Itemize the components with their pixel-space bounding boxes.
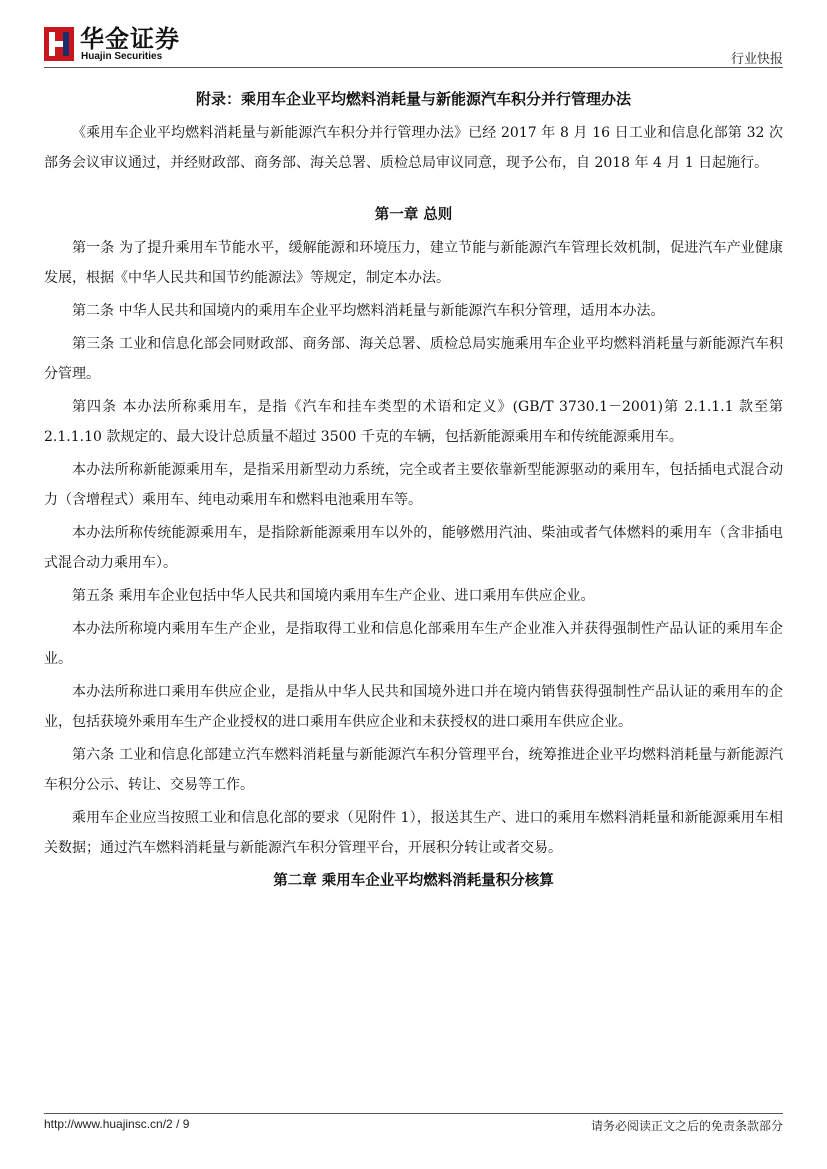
page-header [44,24,783,68]
company-name-cn: 华金证券 [80,25,180,53]
company-name-en: Huajin Securities [81,51,163,62]
footer-disclaimer: 请务必阅读正文之后的免责条款部分 [590,1119,783,1133]
article-paragraph: 第六条 工业和信息化部建立汽车燃料消耗量与新能源汽车积分管理平台，统筹推进企业平均燃料消耗量与新能源汽车积分公示、转让、交易等工作。 [44,747,783,793]
chapter-1-heading: 第一章 总则 [374,207,453,223]
article-paragraph: 乘用车企业应当按照工业和信息化部的要求（见附件 1），报送其生产、进口的乘用车燃料消耗量和新能源乘用车相关数据；通过汽车燃料消耗量与新能源汽车积分管理平台，开展积分转让或者交易。 [44,810,783,856]
article-paragraph: 第四条 本办法所称乘用车，是指《汽车和挂车类型的术语和定义》(GB/T 3730.1－2001)第 2.1.1.1 款至第 2.1.1.10 款规定的、最大设计总质量不超过 3500 千克的车辆，包括新能源乘用车和传统能源乘用车。 [44,399,783,445]
footer-divider [44,1113,783,1114]
report-type-label: 行业快报 [730,52,783,67]
article-paragraph: 本办法所称进口乘用车供应企业，是指从中华人民共和国境外进口并在境内销售获得强制性产品认证的乘用车的企业，包括获境外乘用车生产企业授权的进口乘用车供应企业和未获授权的进口乘用车供应企业。 [44,684,783,730]
document-body [44,86,783,899]
article-paragraph: 本办法所称新能源乘用车，是指采用新型动力系统，完全或者主要依靠新型能源驱动的乘用车，包括插电式混合动力（含增程式）乘用车、纯电动乘用车和燃料电池乘用车等。 [44,462,783,508]
intro-paragraph: 《乘用车企业平均燃料消耗量与新能源汽车积分并行管理办法》已经 2017 年 8 月 16 日工业和信息化部第 32 次部务会议审议通过，并经财政部、商务部、海关总署、质检总局审议同意，现予公布，自 2018 年 4 月 1 日起施行。 [44,125,783,171]
article-paragraph: 本办法所称境内乘用车生产企业，是指取得工业和信息化部乘用车生产企业准入并获得强制性产品认证的乘用车企业。 [44,621,783,667]
article-paragraph: 第二条 中华人民共和国境内的乘用车企业平均燃料消耗量与新能源汽车积分管理，适用本办法。 [72,303,665,319]
huajin-logo-icon [44,27,74,61]
chapter-2-heading: 第二章 乘用车企业平均燃料消耗量积分核算 [273,873,554,889]
appendix-title: 附录：乘用车企业平均燃料消耗量与新能源汽车积分并行管理办法 [195,90,631,108]
footer-url-page[interactable]: http://www.huajinsc.cn/2 / 9 [44,1117,190,1131]
article-paragraph: 第一条 为了提升乘用车节能水平，缓解能源和环境压力，建立节能与新能源汽车管理长效机制，促进汽车产业健康发展，根据《中华人民共和国节约能源法》等规定，制定本办法。 [44,240,783,286]
article-paragraph: 第三条 工业和信息化部会同财政部、商务部、海关总署、质检总局实施乘用车企业平均燃料消耗量与新能源汽车积分管理。 [44,336,783,382]
article-paragraph: 本办法所称传统能源乘用车，是指除新能源乘用车以外的，能够燃用汽油、柴油或者气体燃料的乘用车（含非插电式混合动力乘用车）。 [44,525,783,571]
article-paragraph: 第五条 乘用车企业包括中华人民共和国境内乘用车生产企业、进口乘用车供应企业。 [72,588,595,604]
header-divider [44,67,783,68]
